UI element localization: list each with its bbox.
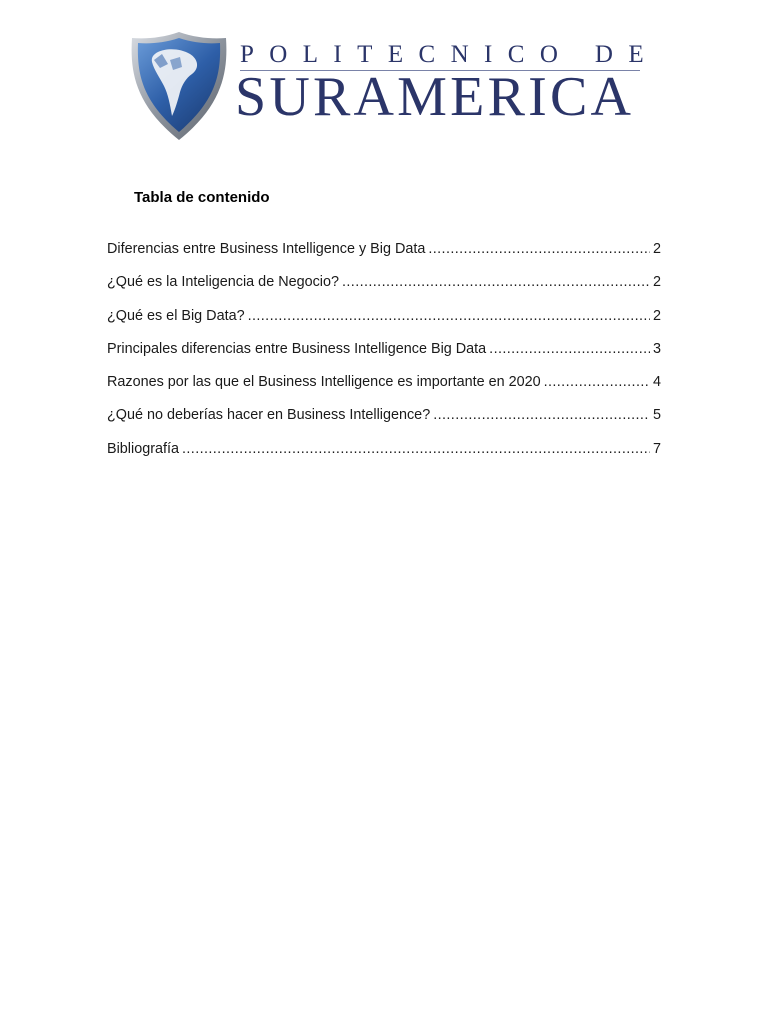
toc-leader-dots bbox=[433, 407, 650, 423]
toc-leader-dots bbox=[342, 274, 650, 290]
toc-entry[interactable] bbox=[107, 308, 661, 341]
toc-entry-page[interactable]: 3 bbox=[652, 340, 661, 357]
shield-logo-icon bbox=[128, 30, 230, 142]
toc-list bbox=[107, 241, 661, 474]
toc-leader-dots bbox=[489, 341, 650, 357]
toc-entry-page[interactable]: 2 bbox=[652, 241, 661, 257]
toc-entry-text[interactable]: Razones por las que el Business Intelligence es importante en 2020 bbox=[107, 374, 541, 391]
toc-entry-text[interactable]: Diferencias entre Business Intelligence y Big Data bbox=[107, 241, 426, 257]
toc-entry-text[interactable]: ¿Qué es el Big Data? bbox=[107, 307, 245, 324]
toc-entry[interactable] bbox=[107, 407, 661, 440]
toc-entry-page[interactable]: 2 bbox=[652, 274, 661, 291]
toc-entry-page[interactable]: 4 bbox=[652, 374, 661, 391]
toc-entry-page[interactable]: 5 bbox=[652, 407, 661, 424]
toc-leader-dots bbox=[428, 241, 650, 257]
toc-entry[interactable] bbox=[107, 441, 661, 474]
toc-title: Tabla de contenido bbox=[134, 189, 270, 206]
toc-entry[interactable] bbox=[107, 374, 661, 407]
logo-wordmark-top: POLITECNICO DE bbox=[240, 41, 660, 68]
toc-leader-dots bbox=[544, 374, 650, 390]
header-logo bbox=[128, 30, 660, 142]
toc-entry-text[interactable]: Bibliografía bbox=[107, 440, 179, 457]
toc-entry-text[interactable]: Principales diferencias entre Business Intelligence Big Data bbox=[107, 340, 487, 357]
toc-leader-dots bbox=[248, 308, 650, 324]
toc-entry-page[interactable]: 7 bbox=[652, 440, 661, 457]
toc-entry-text[interactable]: ¿Qué no deberías hacer en Business Intelligence? bbox=[107, 407, 431, 424]
toc-leader-dots bbox=[182, 441, 650, 457]
toc-entry[interactable] bbox=[107, 241, 661, 274]
toc-entry-text[interactable]: ¿Qué es la Inteligencia de Negocio? bbox=[107, 274, 339, 291]
toc-entry-page[interactable]: 2 bbox=[652, 307, 661, 324]
toc-entry[interactable] bbox=[107, 274, 661, 307]
toc-entry[interactable] bbox=[107, 341, 661, 374]
logo-wordmark-bottom: SURAMERICA bbox=[235, 66, 635, 128]
